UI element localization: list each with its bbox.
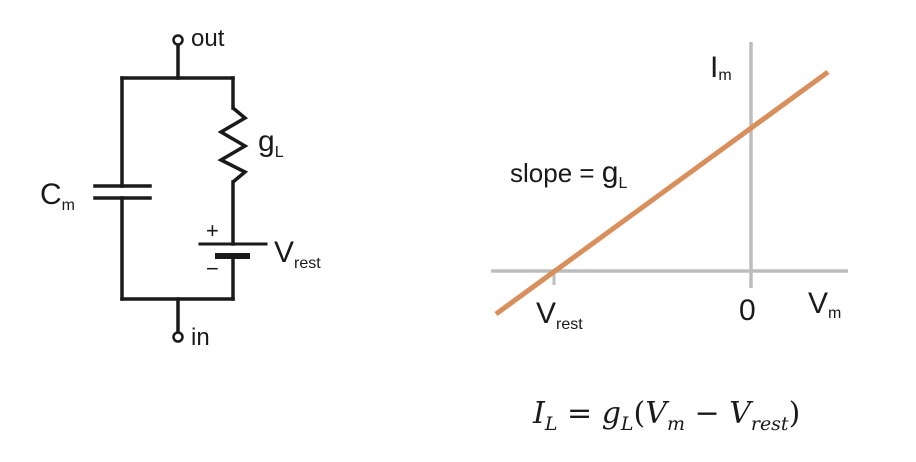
x-axis-label-sub: m <box>828 305 842 322</box>
iv-line <box>496 72 828 314</box>
resistor-label <box>258 125 284 161</box>
vrest-axis-label-main: V <box>536 297 557 330</box>
capacitor-label <box>40 178 75 214</box>
eq-g-sub: L <box>620 413 634 435</box>
eq-equals: = <box>557 396 602 431</box>
battery-label-main: V <box>274 236 295 269</box>
out-label: out <box>191 25 225 52</box>
slope-label-sub: L <box>618 175 628 192</box>
in-label: in <box>191 324 210 351</box>
x-axis-label <box>808 287 841 322</box>
capacitor-label-main: C <box>40 178 62 211</box>
eq-v1-sub: m <box>666 413 685 435</box>
out-terminal <box>174 36 183 45</box>
eq-g: g <box>601 396 621 431</box>
vrest-axis-label <box>536 297 583 333</box>
eq-lhs: I <box>533 396 545 431</box>
in-terminal <box>174 333 183 342</box>
eq-v1: V <box>645 396 667 431</box>
eq-v2: V <box>729 396 751 431</box>
y-axis-label-sub: m <box>718 67 732 84</box>
capacitor-label-sub: m <box>61 197 75 214</box>
resistor-label-sub: L <box>274 144 284 161</box>
battery-minus-sign: − <box>206 256 219 281</box>
circuit <box>95 44 266 333</box>
battery-label-sub: rest <box>294 255 321 272</box>
battery-plus-sign: + <box>206 218 219 243</box>
eq-open-paren: ( <box>633 396 646 431</box>
eq-minus: − <box>684 396 730 431</box>
slope-label <box>510 156 627 192</box>
slope-label-prefix: slope = <box>510 158 602 188</box>
y-axis-label <box>710 51 732 84</box>
eq-lhs-sub: L <box>544 413 558 435</box>
slope-label-main: g <box>601 156 619 189</box>
origin-label: 0 <box>739 294 756 327</box>
eq-v2-sub: rest <box>750 413 789 435</box>
vrest-axis-label-sub: rest <box>556 316 583 333</box>
resistor-label-main: g <box>258 125 275 158</box>
x-axis-label-main: V <box>808 287 829 320</box>
resistor-zigzag <box>221 108 245 182</box>
y-axis-label-main: I <box>710 51 719 84</box>
battery-label <box>274 236 321 272</box>
leak-current-equation <box>532 396 800 435</box>
eq-close-paren: ) <box>788 396 801 431</box>
